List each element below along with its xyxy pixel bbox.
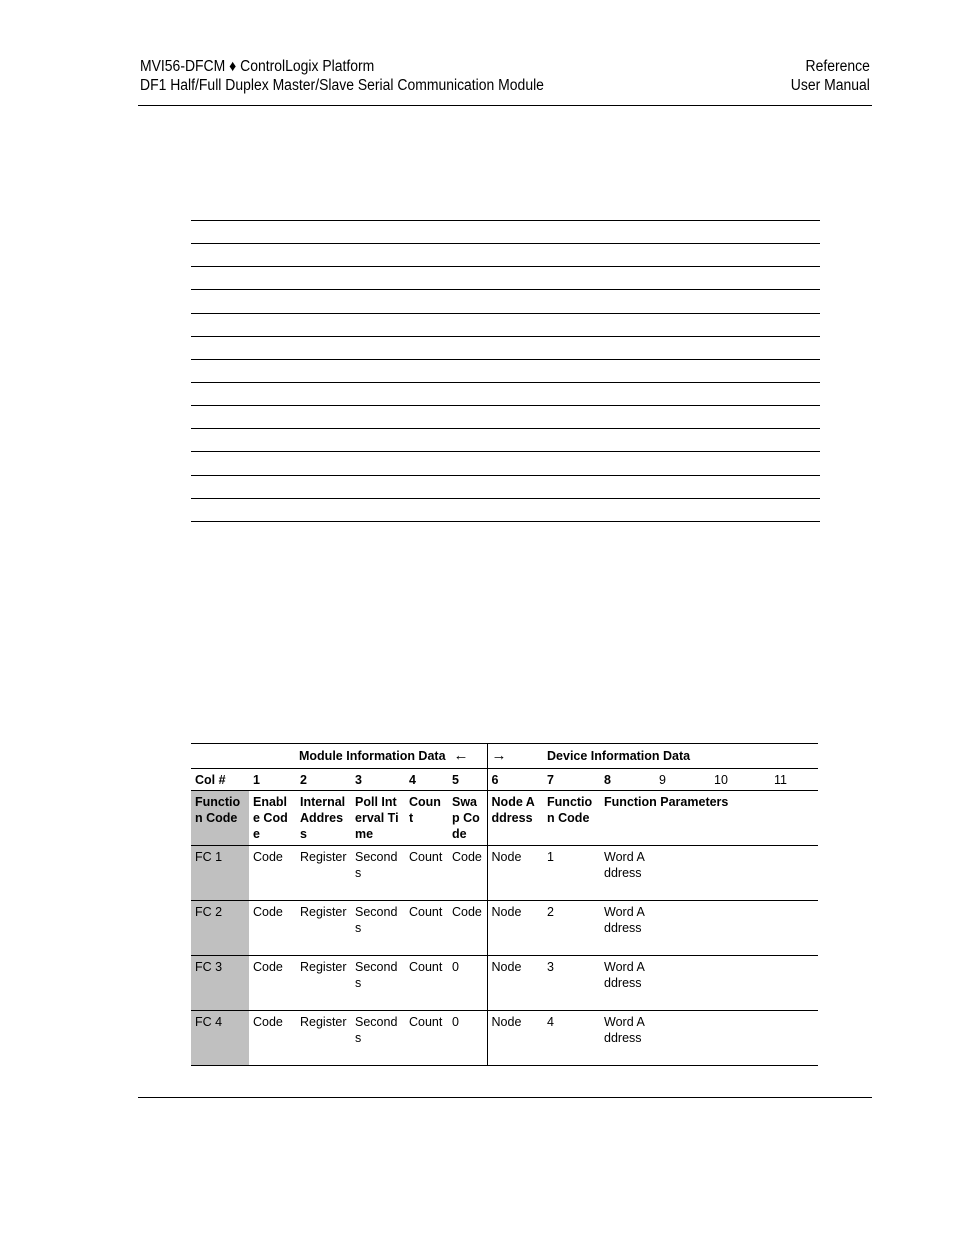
column-number-row [191,769,818,791]
table-cell: Register [296,956,351,1011]
table-cell: Count [405,901,448,956]
table-row [191,1011,818,1066]
device-info-group-header: Device Information Data [543,744,818,769]
header-section: Reference [805,58,870,75]
table-cell: 3 [543,956,600,1011]
heading-cell: Node Address [487,791,543,846]
table-cell: Code [249,1011,296,1066]
table-rule [191,498,820,499]
heading-cell: Internal Address [296,791,351,846]
table-rule [191,266,820,267]
header-rule [138,105,872,106]
table-cell: 2 [543,901,600,956]
table-cell: Count [405,956,448,1011]
table-cell: 0 [448,956,487,1011]
table-cell [770,846,818,901]
col-number-cell: Col # [191,769,249,791]
table-cell: Word Address [600,956,655,1011]
table-rule [191,428,820,429]
header-product-title: MVI56-DFCM ♦ ControlLogix Platform [140,58,375,75]
heading-cell: Count [405,791,448,846]
table-cell [655,901,710,956]
header-product-subtitle: DF1 Half/Full Duplex Master/Slave Serial Communication Module [140,77,544,94]
column-heading-row [191,791,818,846]
table-rule [191,521,820,522]
col-number-cell: 6 [487,769,543,791]
table-cell [655,956,710,1011]
table-rule [191,220,820,221]
table-rule [191,336,820,337]
table-cell: Word Address [600,846,655,901]
table-cell [710,1011,770,1066]
col-number-cell: 7 [543,769,600,791]
col-number-cell: 2 [296,769,351,791]
col-number-cell: 5 [448,769,487,791]
heading-cell: Function Code [543,791,600,846]
table-rule [191,289,820,290]
table-cell: 4 [543,1011,600,1066]
table-row [191,956,818,1011]
table-cell: Word Address [600,1011,655,1066]
heading-cell: Enable Code [249,791,296,846]
table-cell: Node [487,956,543,1011]
table-rule [191,243,820,244]
table-cell: Node [487,1011,543,1066]
table-cell: Code [249,901,296,956]
table-cell: Register [296,846,351,901]
table-cell: Seconds [351,846,405,901]
table-cell [655,846,710,901]
col-number-cell: 4 [405,769,448,791]
table-cell [710,956,770,1011]
group-header-row [191,744,818,769]
table-cell: Code [448,846,487,901]
table-cell: Seconds [351,956,405,1011]
table-cell: Count [405,846,448,901]
footer-rule [138,1097,872,1098]
table-cell [770,901,818,956]
table-cell: 0 [448,1011,487,1066]
col-number-cell: 3 [351,769,405,791]
table-rule [191,475,820,476]
table-cell: Register [296,901,351,956]
table-cell: Seconds [351,901,405,956]
table-rule [191,405,820,406]
col-number-cell: 1 [249,769,296,791]
table-cell: Node [487,901,543,956]
running-header-left [140,57,544,95]
left-arrow-icon: ← [453,747,469,764]
table-cell: FC 2 [191,901,249,956]
table-cell: Seconds [351,1011,405,1066]
table-cell: Code [249,956,296,1011]
heading-cell: Function Code [191,791,249,846]
table-cell: FC 3 [191,956,249,1011]
table-cell: Word Address [600,901,655,956]
heading-cell: Swap Code [448,791,487,846]
table-cell [770,956,818,1011]
table-cell [710,846,770,901]
col-number-cell: 8 [600,769,655,791]
table-cell [770,1011,818,1066]
running-header-right [791,57,870,95]
table-rule [191,313,820,314]
table-cell: Node [487,846,543,901]
table-cell: FC 1 [191,846,249,901]
table-cell: FC 4 [191,1011,249,1066]
module-info-label: Module Information Data [299,749,446,763]
header-manual-type: User Manual [790,77,870,94]
module-info-group-header [191,744,487,769]
table-rule [191,359,820,360]
table-cell [655,1011,710,1066]
function-code-table [191,743,818,1066]
right-arrow-cell [487,744,543,769]
table-cell: Register [296,1011,351,1066]
table-cell [710,901,770,956]
right-arrow-icon: → [491,747,507,764]
heading-cell: Poll Interval Time [351,791,405,846]
table-row [191,901,818,956]
table-cell: Count [405,1011,448,1066]
table-rule [191,451,820,452]
table-row [191,846,818,901]
table-cell: Code [249,846,296,901]
table-cell: Code [448,901,487,956]
table-rule [191,382,820,383]
col-number-cell: 10 [710,769,770,791]
col-number-cell: 9 [655,769,710,791]
col-number-cell: 11 [770,769,818,791]
heading-cell: Function Parameters [600,791,818,846]
table-cell: 1 [543,846,600,901]
